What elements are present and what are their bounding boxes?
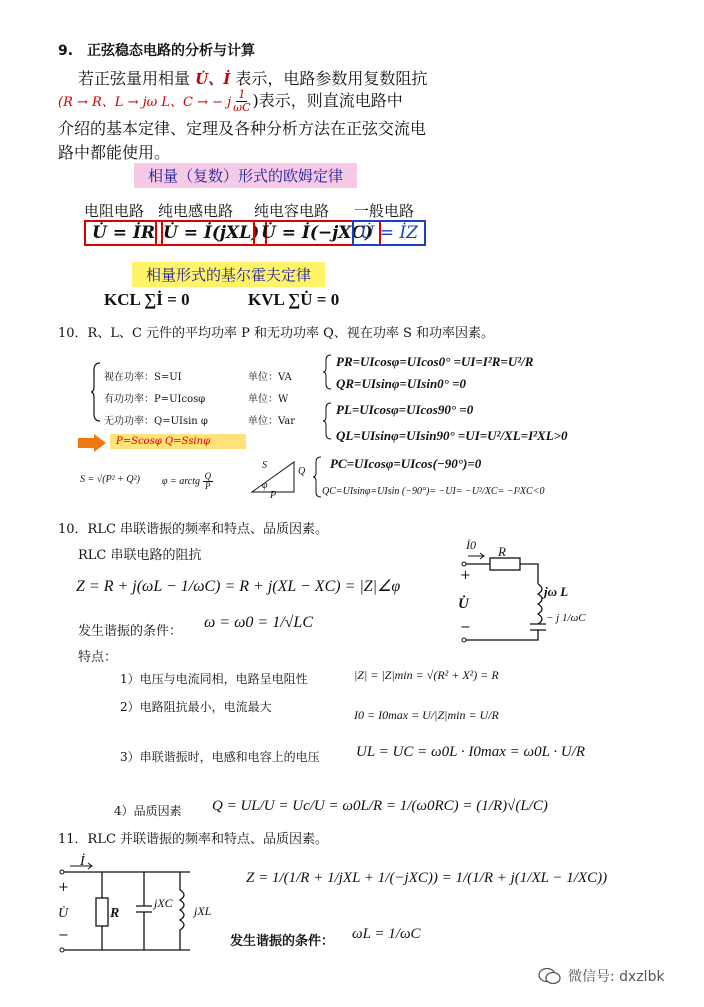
parallel-rlc-circuit xyxy=(56,856,206,958)
parallel-condition-formula: ωL = 1/ωC xyxy=(352,926,421,942)
s9-line4: 路中都能使用。 xyxy=(58,143,171,162)
phi-formula: φ = arctg $\frac{Q}{P}$ xyxy=(162,471,212,492)
section-10b-title: 10．RLC 串联谐振的频率和特点、品质因素。 xyxy=(58,522,329,537)
resonance-condition-label: 发生谐振的条件： xyxy=(78,624,183,639)
s-formula: S = √(P² + Q²) xyxy=(80,474,140,485)
brace-icon xyxy=(90,362,102,422)
ohm-box-general: U̇ = İZ xyxy=(352,220,426,246)
parallel-minus: − xyxy=(58,928,69,943)
pc-formula: PC=UIcosφ=UIcos(−90°)=0 xyxy=(330,456,482,471)
qc-formula: QC=UIsinφ=UIsin (−90°)= −UI= −U²/XC= −I²XC<0 xyxy=(322,486,545,497)
active-unit: 单位：W xyxy=(248,394,289,405)
brace-l-icon xyxy=(322,402,332,440)
section-11-title: 11．RLC 并联谐振的频率和特点、品质因素。 xyxy=(58,832,329,847)
feature-2: 2）电路阻抗最小，电流最大 xyxy=(120,700,272,714)
series-l: jω L xyxy=(544,584,569,599)
series-current: İ0 xyxy=(466,538,476,552)
triangle-q: Q xyxy=(298,466,306,477)
series-r: R xyxy=(498,544,506,559)
feature-4-formula: Q = UL/U = Uc/U = ω0L/R = 1/(ω0RC) = (1/R)√(L/C) xyxy=(212,798,548,814)
pq-formula: P=Scosφ Q=Ssinφ xyxy=(110,434,246,449)
brace-c-icon xyxy=(312,456,322,498)
series-plus: + xyxy=(460,568,471,583)
reactive-unit: 单位：Var xyxy=(248,416,296,427)
kirchhoff-banner: 相量形式的基尔霍夫定律 xyxy=(132,262,325,287)
active-power: 有功功率：P=UIcosφ xyxy=(104,394,206,405)
parallel-l: jXL xyxy=(194,904,212,918)
parallel-plus: + xyxy=(58,880,69,895)
impedance-label: RLC 串联电路的阻抗 xyxy=(78,548,202,563)
apparent-power: 视在功率：S=UI xyxy=(104,372,182,383)
s9-line1: 若正弦量用相量 U̇、İ 表示，电路参数用复数阻抗 xyxy=(78,69,428,88)
section-10a-title: 10．R、L、C 元件的平均功率 P 和无功功率 Q、视在功率 S 和功率因素。 xyxy=(58,326,495,341)
watermark: 微信号: dxzlbk xyxy=(568,969,665,985)
s9-line2: (R → R、L → jω L、C → − j $\frac{1}{\omega C}$ )表示，则直流电路中 xyxy=(58,88,403,114)
parallel-voltage: U̇ xyxy=(58,906,69,921)
feature-2-formula: I0 = I0max = U/|Z|min = U/R xyxy=(354,708,499,722)
label-resistor: 电阻电路 xyxy=(84,202,145,220)
ql-formula: QL=UIsinφ=UIsin90° =UI=U²/XL=I²XL>0 xyxy=(336,428,568,443)
parallel-c: jXC xyxy=(154,896,173,910)
triangle-phi: φ xyxy=(262,480,268,491)
features-label: 特点： xyxy=(78,650,118,665)
ohm-box-inductor: U̇ = İ(jXL) xyxy=(155,220,267,246)
ohm-box-capacitor: U̇ = İ(−jXC) xyxy=(253,220,381,246)
kcl-formula: KCL ∑İ = 0 xyxy=(104,290,190,309)
series-minus: − xyxy=(460,620,471,635)
triangle-p: P xyxy=(270,490,277,501)
apparent-unit: 单位：VA xyxy=(248,372,292,383)
arrow-right-icon xyxy=(78,434,108,452)
feature-4: 4）品质因素 xyxy=(114,804,182,818)
ohm-law-banner: 相量（复数）形式的欧姆定律 xyxy=(134,163,357,188)
qr-formula: QR=UIsinφ=UIsin0° =0 xyxy=(336,376,467,391)
wechat-icon xyxy=(538,966,562,986)
ohm-box-resistor: U̇ = İR xyxy=(84,220,163,246)
parallel-r: R xyxy=(110,906,120,921)
feature-3: 3）串联谐振时，电感和电容上的电压 xyxy=(120,750,320,764)
label-general: 一般电路 xyxy=(354,202,415,220)
series-voltage: U̇ xyxy=(458,596,469,612)
z-series-formula: Z = R + j(ωL − 1/ωC) = R + j(XL − XC) = |Z|∠φ xyxy=(76,578,401,595)
section-9-title: 9. 正弦稳态电路的分析与计算 xyxy=(58,43,256,59)
power-triangle xyxy=(248,458,308,498)
reactive-power: 无功功率：Q=UIsin φ xyxy=(104,416,208,427)
brace-r-icon xyxy=(322,354,332,390)
series-c: − j 1/ωC xyxy=(546,612,586,624)
feature-1-formula: |Z| = |Z|min = √(R² + X²) = R xyxy=(354,668,499,682)
s9-line3: 介绍的基本定律、定理及各种分析方法在正弦交流电 xyxy=(58,119,427,138)
resonance-condition-formula: ω = ω0 = 1/√LC xyxy=(204,614,313,631)
z-parallel-formula: Z = 1/(1/R + 1/jXL + 1/(−jXC)) = 1/(1/R + j(1/XL − 1/XC)) xyxy=(246,870,608,886)
feature-1: 1）电压与电流同相，电路呈电阻性 xyxy=(120,672,308,686)
label-inductor: 纯电感电路 xyxy=(158,202,234,220)
triangle-s: S xyxy=(262,460,267,471)
kvl-formula: KVL ∑U̇ = 0 xyxy=(248,290,340,309)
parallel-condition-label: 发生谐振的条件： xyxy=(230,934,335,949)
pr-formula: PR=UIcosφ=UIcos0° =UI=I²R=U²/R xyxy=(336,354,534,369)
label-capacitor: 纯电容电路 xyxy=(254,202,330,220)
feature-3-formula: UL = UC = ω0L · I0max = ω0L · U/R xyxy=(356,744,586,760)
pl-formula: PL=UIcosφ=UIcos90° =0 xyxy=(336,402,474,417)
parallel-current: İ xyxy=(80,854,85,869)
